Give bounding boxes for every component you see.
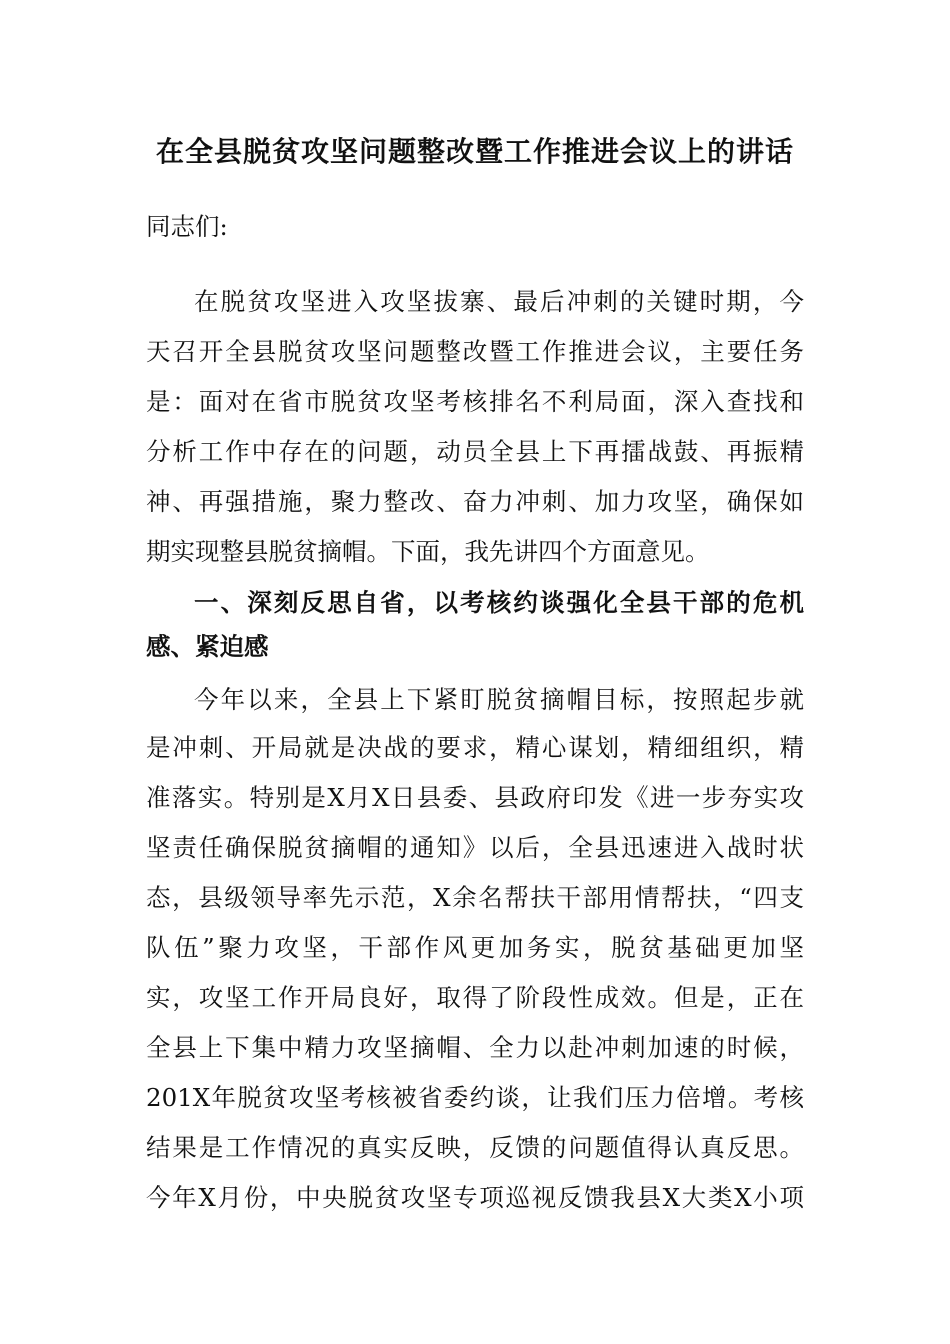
paragraph-line: 全县上下集中精力攻坚摘帽、全力以赴冲刺加速的时候， xyxy=(146,1033,804,1062)
paragraph-line: 分析工作中存在的问题，动员全县上下再擂战鼓、再振精 xyxy=(146,437,804,466)
paragraph-line: 队伍”聚力攻坚，干部作风更加务实，脱贫基础更加坚 xyxy=(146,933,804,962)
paragraph-line: 准落实。特别是X月X日县委、县政府印发《进一步夯实攻 xyxy=(146,783,804,812)
paragraph-line: 在脱贫攻坚进入攻坚拔寨、最后冲刺的关键时期，今 xyxy=(194,287,804,316)
document-title: 在全县脱贫攻坚问题整改暨工作推进会议上的讲话 xyxy=(155,135,794,168)
section-heading: 一、深刻反思自省，以考核约谈强化全县干部的危机 xyxy=(194,588,804,617)
paragraph-line: 结果是工作情况的真实反映，反馈的问题值得认真反思。 xyxy=(146,1133,804,1162)
paragraph-line: 今年以来，全县上下紧盯脱贫摘帽目标，按照起步就 xyxy=(194,685,804,714)
salutation: 同志们: xyxy=(146,212,228,241)
paragraph-line: 是冲刺、开局就是决战的要求，精心谋划，精细组织，精 xyxy=(146,733,804,762)
paragraph-line: 态，县级领导率先示范，X余名帮扶干部用情帮扶，“四支 xyxy=(146,883,804,912)
paragraph-line: 神、再强措施，聚力整改、奋力冲刺、加力攻坚，确保如 xyxy=(146,487,804,516)
paragraph-line: 是：面对在省市脱贫攻坚考核排名不利局面，深入查找和 xyxy=(146,387,804,416)
paragraph-line: 实，攻坚工作开局良好，取得了阶段性成效。但是，正在 xyxy=(146,983,804,1012)
paragraph-line: 201X年脱贫攻坚考核被省委约谈，让我们压力倍增。考核 xyxy=(146,1083,804,1112)
paragraph-line: 期实现整县脱贫摘帽。下面，我先讲四个方面意见。 xyxy=(146,537,710,566)
paragraph-line: 今年X月份，中央脱贫攻坚专项巡视反馈我县X大类X小项 xyxy=(146,1183,804,1212)
section-heading: 感、紧迫感 xyxy=(146,632,269,661)
paragraph-line: 坚责任确保脱贫摘帽的通知》以后，全县迅速进入战时状 xyxy=(146,833,804,862)
paragraph-line: 天召开全县脱贫攻坚问题整改暨工作推进会议，主要任务 xyxy=(146,337,804,366)
